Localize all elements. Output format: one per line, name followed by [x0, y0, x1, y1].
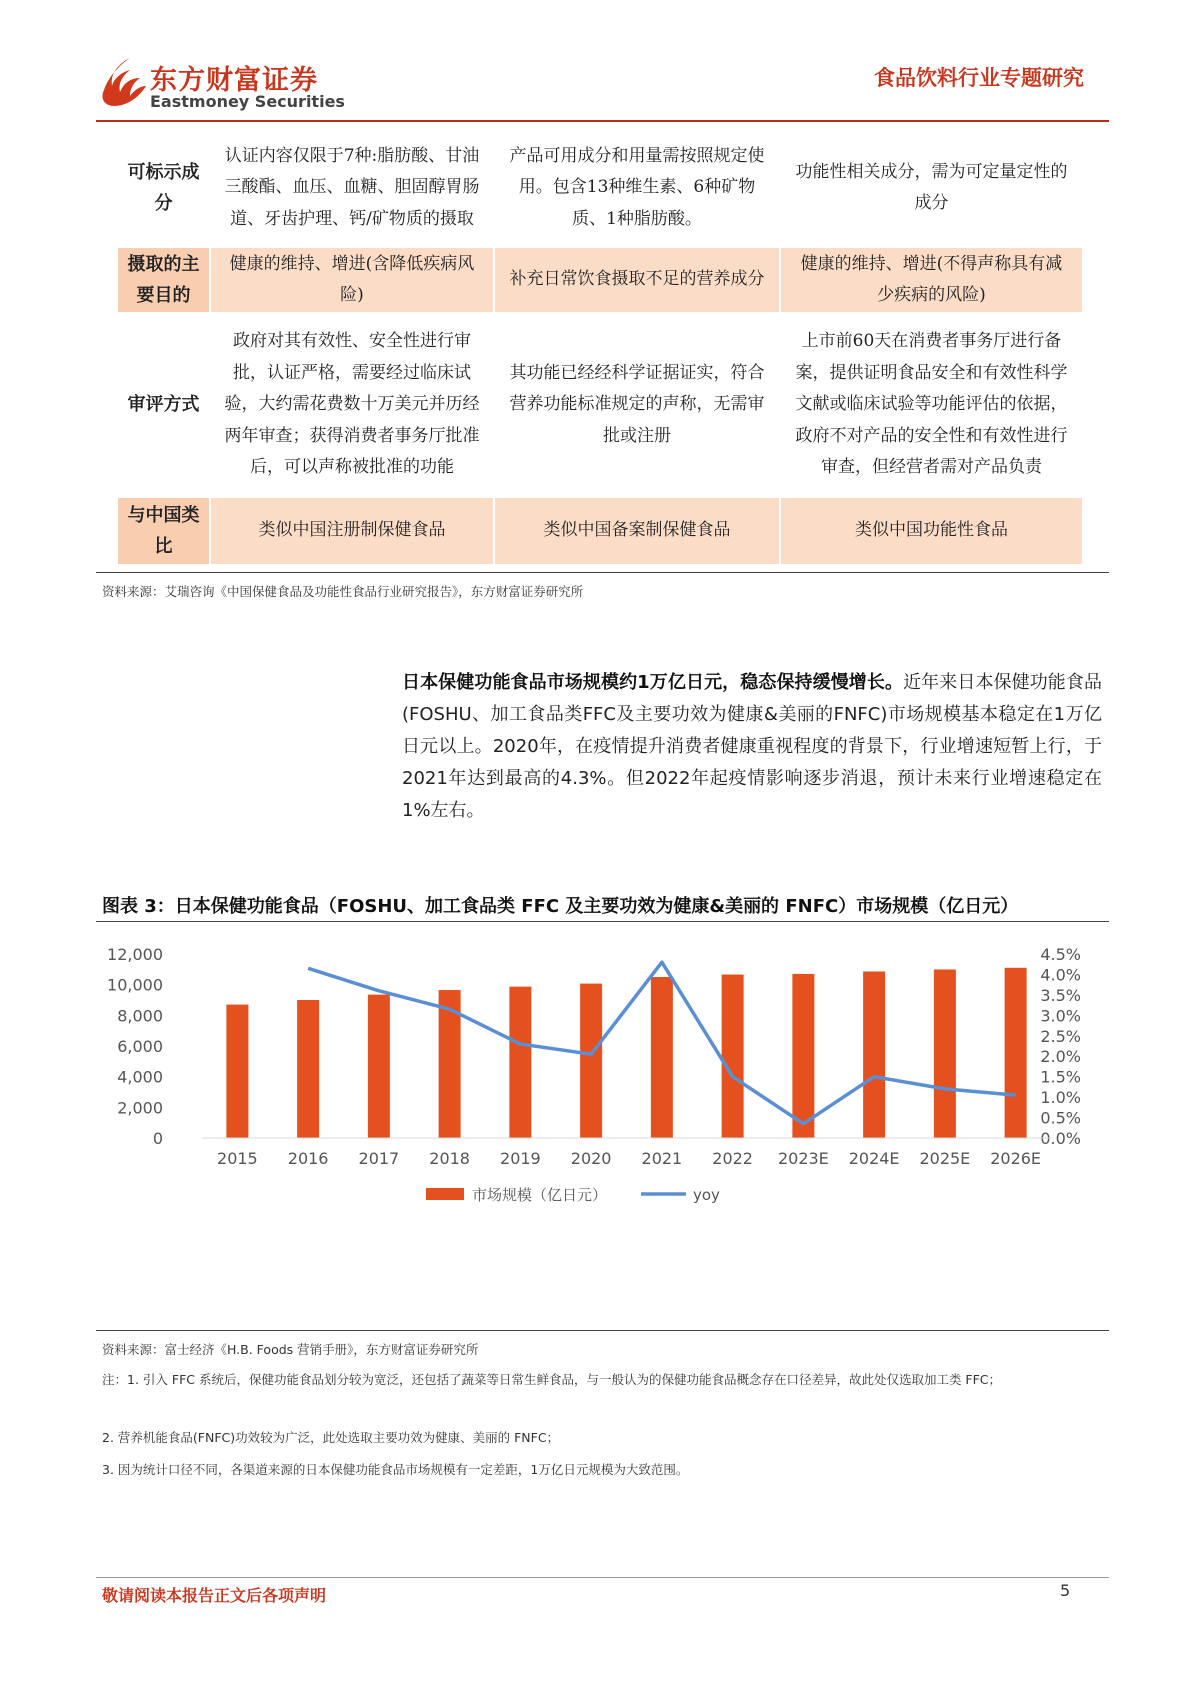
- row-header: 审评方式: [127, 394, 200, 416]
- x-tick-label: 2017: [358, 1149, 400, 1168]
- left-tick-label: 2,000: [117, 1098, 163, 1118]
- x-tick-label: 2025E: [919, 1149, 971, 1168]
- x-tick-label: 2024E: [848, 1149, 900, 1168]
- x-tick-label: 2018: [429, 1149, 470, 1168]
- x-tick-label: 2022: [712, 1149, 753, 1168]
- left-tick-label: 6,000: [117, 1037, 163, 1056]
- row-header: 与中国类比: [118, 498, 210, 564]
- market-size-bar: [297, 1000, 319, 1138]
- table-cell: 功能性相关成分，需为可定量定性的成分: [780, 128, 1082, 248]
- table-row: [118, 312, 1082, 498]
- table-cell: 健康的维持、增进(不得声称具有减少疾病的风险): [780, 248, 1082, 312]
- right-tick-label: 4.0%: [1040, 965, 1081, 985]
- market-size-bar: [226, 1005, 248, 1138]
- right-tick-label: 3.5%: [1040, 985, 1081, 1005]
- table-row: [118, 498, 1082, 564]
- table-cell: 认证内容仅限于7种:脂肪酸、甘油三酸酯、血压、血糖、胆固醇胃肠道、牙齿护理、钙/矿物质的摄取: [210, 128, 494, 248]
- left-tick-label: 10,000: [107, 975, 163, 995]
- table-row: [118, 128, 1082, 248]
- table-cell: 其功能已经经科学证据证实，符合营养功能标准规定的声称，无需审批或注册: [494, 312, 780, 498]
- market-size-chart: [96, 925, 1109, 1325]
- market-size-bar: [368, 995, 390, 1138]
- footer-divider: [96, 1577, 1109, 1578]
- x-axis-labels: [217, 1149, 1041, 1168]
- market-size-bar: [863, 971, 885, 1138]
- left-tick-label: 8,000: [117, 1006, 163, 1026]
- right-tick-label: 2.0%: [1040, 1047, 1081, 1067]
- legend-bar-label: 市场规模（亿日元）: [472, 1186, 608, 1204]
- x-tick-label: 2015: [217, 1149, 258, 1168]
- table-cell: 政府对其有效性、安全性进行审批，认证严格，需要经过临床试验，大约需花费数十万美元并历经两年审查；获得消费者事务厅批准后，可以声称被批准的功能: [210, 312, 494, 498]
- market-size-bar: [934, 969, 956, 1138]
- market-size-bar: [509, 987, 531, 1138]
- market-size-bar: [580, 984, 602, 1138]
- x-tick-label: 2023E: [777, 1149, 829, 1168]
- table-cell: 类似中国功能性食品: [780, 498, 1082, 564]
- figure-note-2: 2. 营养机能食品(FNFC)功效较为广泛，此处选取主要功效为健康、美丽的 FNFC；: [102, 1430, 560, 1445]
- x-tick-label: 2016: [287, 1149, 329, 1168]
- x-tick-label: 2020: [570, 1149, 612, 1168]
- table-bottom-rule: [96, 572, 1109, 573]
- row-header: 可标示成分: [127, 161, 200, 214]
- figure-note-3: 3. 因为统计口径不同，各渠道来源的日本保健功能食品市场规模有一定差距，1万亿日元规模为大致范围。: [102, 1462, 689, 1477]
- chart-legend: [426, 1186, 720, 1204]
- market-size-bar: [792, 974, 814, 1138]
- report-type-title: 食品饮料行业专题研究: [874, 66, 1084, 90]
- row-header: 摄取的主要目的: [118, 248, 210, 312]
- right-tick-label: 4.5%: [1040, 945, 1081, 964]
- market-size-bar: [722, 975, 744, 1138]
- market-size-bar: [1005, 968, 1027, 1138]
- table-cell: 类似中国备案制保健食品: [494, 498, 780, 564]
- table-cell: 健康的维持、增进(含降低疾病风险): [210, 248, 494, 312]
- table-cell: 补充日常饮食摄取不足的营养成分: [494, 248, 780, 312]
- right-tick-label: 1.5%: [1040, 1067, 1081, 1087]
- right-tick-label: 1.0%: [1040, 1088, 1081, 1108]
- legend-line-label: yoy: [693, 1186, 720, 1204]
- left-tick-label: 4,000: [117, 1067, 163, 1087]
- table-cell: 上市前60天在消费者事务厅进行备案，提供证明食品安全和有效性科学文献或临床试验等功能评估的依据，政府不对产品的安全性和有效性进行审查，但经营者需对产品负责: [780, 312, 1082, 498]
- eastmoney-logo-icon: [100, 56, 146, 108]
- left-axis: [107, 945, 163, 1148]
- figure-note-1: 注：1. 引入 FFC 系统后，保健功能食品划分较为宽泛，还包括了蔬菜等日常生鲜食品，与一般认为的保健功能食品概念存在口径差异，故此处仅选取加工类 FFC；: [102, 1372, 1002, 1387]
- body-paragraph: [402, 667, 1102, 827]
- market-size-bar: [651, 977, 673, 1138]
- header-divider: [96, 120, 1109, 122]
- x-tick-label: 2019: [500, 1149, 541, 1168]
- left-tick-label: 0: [152, 1129, 163, 1148]
- table-source-note: 资料来源：艾瑞咨询《中国保健食品及功能性食品行业研究报告》，东方财富证券研究所: [102, 584, 584, 599]
- brand-name-cn: 东方财富证券: [150, 65, 318, 96]
- x-tick-label: 2021: [641, 1149, 683, 1168]
- table-cell: 类似中国注册制保健食品: [210, 498, 494, 564]
- right-tick-label: 3.0%: [1040, 1006, 1081, 1026]
- right-tick-label: 2.5%: [1040, 1026, 1081, 1046]
- left-tick-label: 12,000: [107, 945, 163, 964]
- right-axis: [1040, 945, 1081, 1148]
- figure-bottom-rule: [96, 1330, 1109, 1331]
- x-tick-label: 2026E: [990, 1149, 1042, 1168]
- page-number: 5: [1060, 1581, 1071, 1600]
- right-tick-label: 0.5%: [1040, 1108, 1081, 1128]
- figure-source-note: 资料来源：富士经济《H.B. Foods 营销手册》，东方财富证券研究所: [102, 1342, 479, 1357]
- brand-name-en: Eastmoney Securities: [150, 92, 345, 111]
- table-row: [118, 248, 1082, 312]
- comparison-table: [118, 128, 1082, 564]
- right-tick-label: 0.0%: [1040, 1129, 1081, 1148]
- figure-title: 图表 3：日本保健功能食品（FOSHU、加工食品类 FFC 及主要功效为健康&美丽的 FNFC）市场规模（亿日元）: [102, 896, 1019, 917]
- disclaimer-text: 敬请阅读本报告正文后各项声明: [102, 1586, 327, 1605]
- paragraph-body: 近年来日本保健功能食品(FOSHU、加工食品类FFC及主要功效为健康&美丽的FNFC)市场规模基本稳定在1万亿日元以上。2020年，在疫情提升消费者健康重视程度的背景下，行业增速短暂上行，于2021年达到最高的4.3%。但2022年起疫情影响逐步消退，预计未来行业增速稳定在1%左右。: [402, 672, 1102, 821]
- legend-bar-swatch: [426, 1188, 464, 1200]
- bar-series: [226, 968, 1026, 1138]
- paragraph-lead: 日本保健功能食品市场规模约1万亿日元，稳态保持缓慢增长。: [402, 672, 904, 693]
- table-cell: 产品可用成分和用量需按照规定使用。包含13种维生素、6种矿物质、1种脂肪酸。: [494, 128, 780, 248]
- figure-top-rule: [96, 921, 1109, 922]
